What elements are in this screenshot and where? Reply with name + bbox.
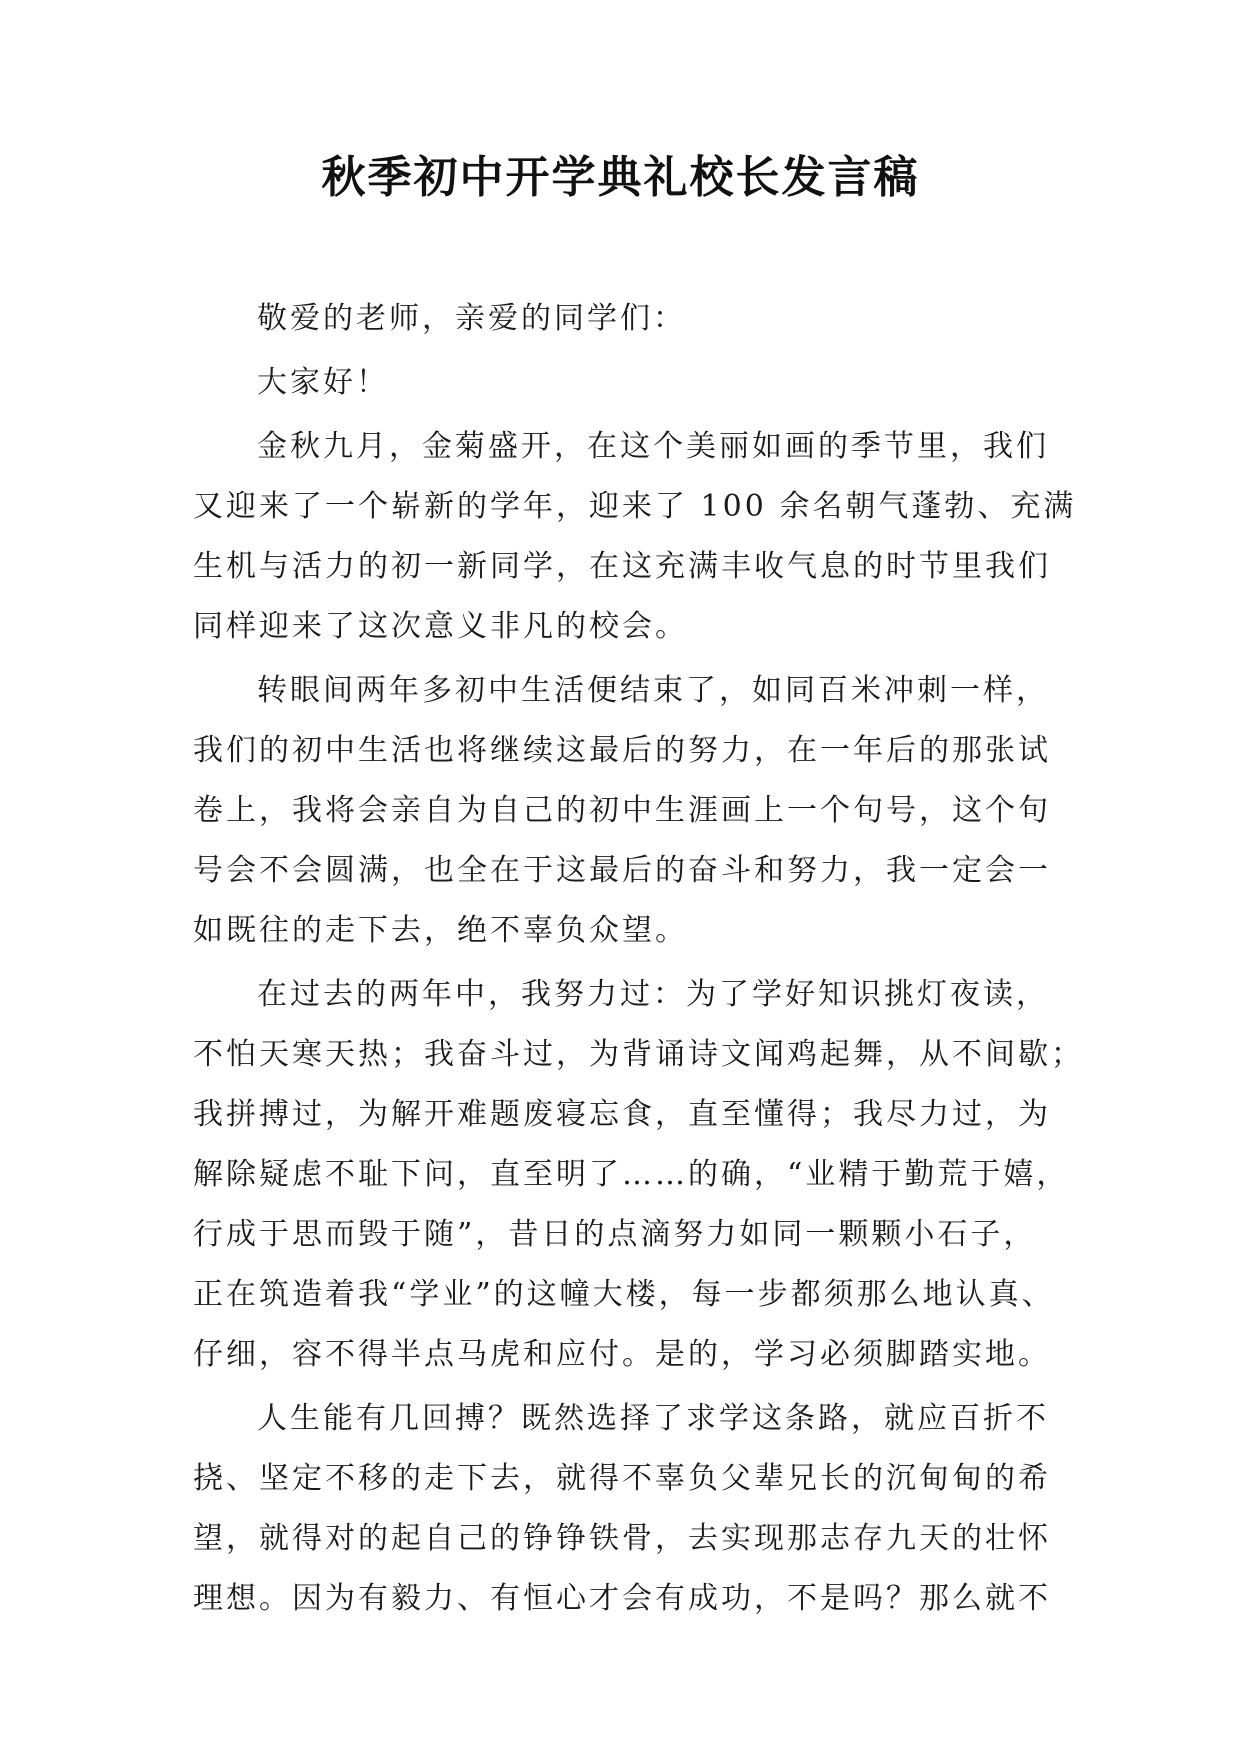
body-line: 人生能有几回搏？既然选择了求学这条路，就应百折不 — [257, 1401, 1049, 1436]
body-line: 如既往的走下去，绝不辜负众望。 — [193, 913, 688, 948]
body-line: 解除疑虑不耻下问，直至明了……的确，“业精于勤荒于嬉， — [193, 1157, 1070, 1192]
body-line: 生机与活力的初一新同学，在这充满丰收气息的时节里我们 — [193, 549, 1051, 584]
body-line: 大家好！ — [257, 365, 389, 400]
body-line: 我们的初中生活也将继续这最后的努力，在一年后的那张试 — [193, 733, 1051, 768]
document-body — [193, 289, 1084, 1629]
body-line: 挠、坚定不移的走下去，就得不辜负父辈兄长的沉甸甸的希 — [193, 1461, 1051, 1496]
body-line: 敬爱的老师，亲爱的同学们： — [257, 301, 686, 336]
body-line: 卷上，我将会亲自为自己的初中生涯画上一个句号，这个句 — [193, 793, 1051, 828]
body-line: 同样迎来了这次意义非凡的校会。 — [193, 609, 688, 644]
body-line: 我拼搏过，为解开难题废寝忘食，直至懂得；我尽力过，为 — [193, 1097, 1051, 1132]
body-line: 行成于思而毁于随”，昔日的点滴努力如同一颗颗小石子， — [193, 1217, 1037, 1252]
body-line: 转眼间两年多初中生活便结束了，如同百米冲刺一样， — [257, 673, 1049, 708]
body-line: 金秋九月，金菊盛开，在这个美丽如画的季节里，我们 — [257, 429, 1049, 464]
body-line: 正在筑造着我“学业”的这幢大楼，每一步都须那么地认真、 — [193, 1277, 1055, 1312]
body-line: 号会不会圆满，也全在于这最后的奋斗和努力，我一定会一 — [193, 853, 1051, 888]
body-line: 不怕天寒天热；我奋斗过，为背诵诗文闻鸡起舞，从不间歇； — [193, 1037, 1084, 1072]
body-line: 望，就得对的起自己的铮铮铁骨，去实现那志存九天的壮怀 — [193, 1521, 1051, 1556]
body-line: 在过去的两年中，我努力过：为了学好知识挑灯夜读， — [257, 977, 1049, 1012]
body-line: 又迎来了一个崭新的学年，迎来了 100 余名朝气蓬勃、充满 — [193, 489, 1077, 524]
body-line: 理想。因为有毅力、有恒心才会有成功，不是吗？那么就不 — [193, 1581, 1051, 1616]
body-line: 仔细，容不得半点马虎和应付。是的，学习必须脚踏实地。 — [193, 1337, 1051, 1372]
document-title: 秋季初中开学典礼校长发言稿 — [321, 152, 920, 203]
